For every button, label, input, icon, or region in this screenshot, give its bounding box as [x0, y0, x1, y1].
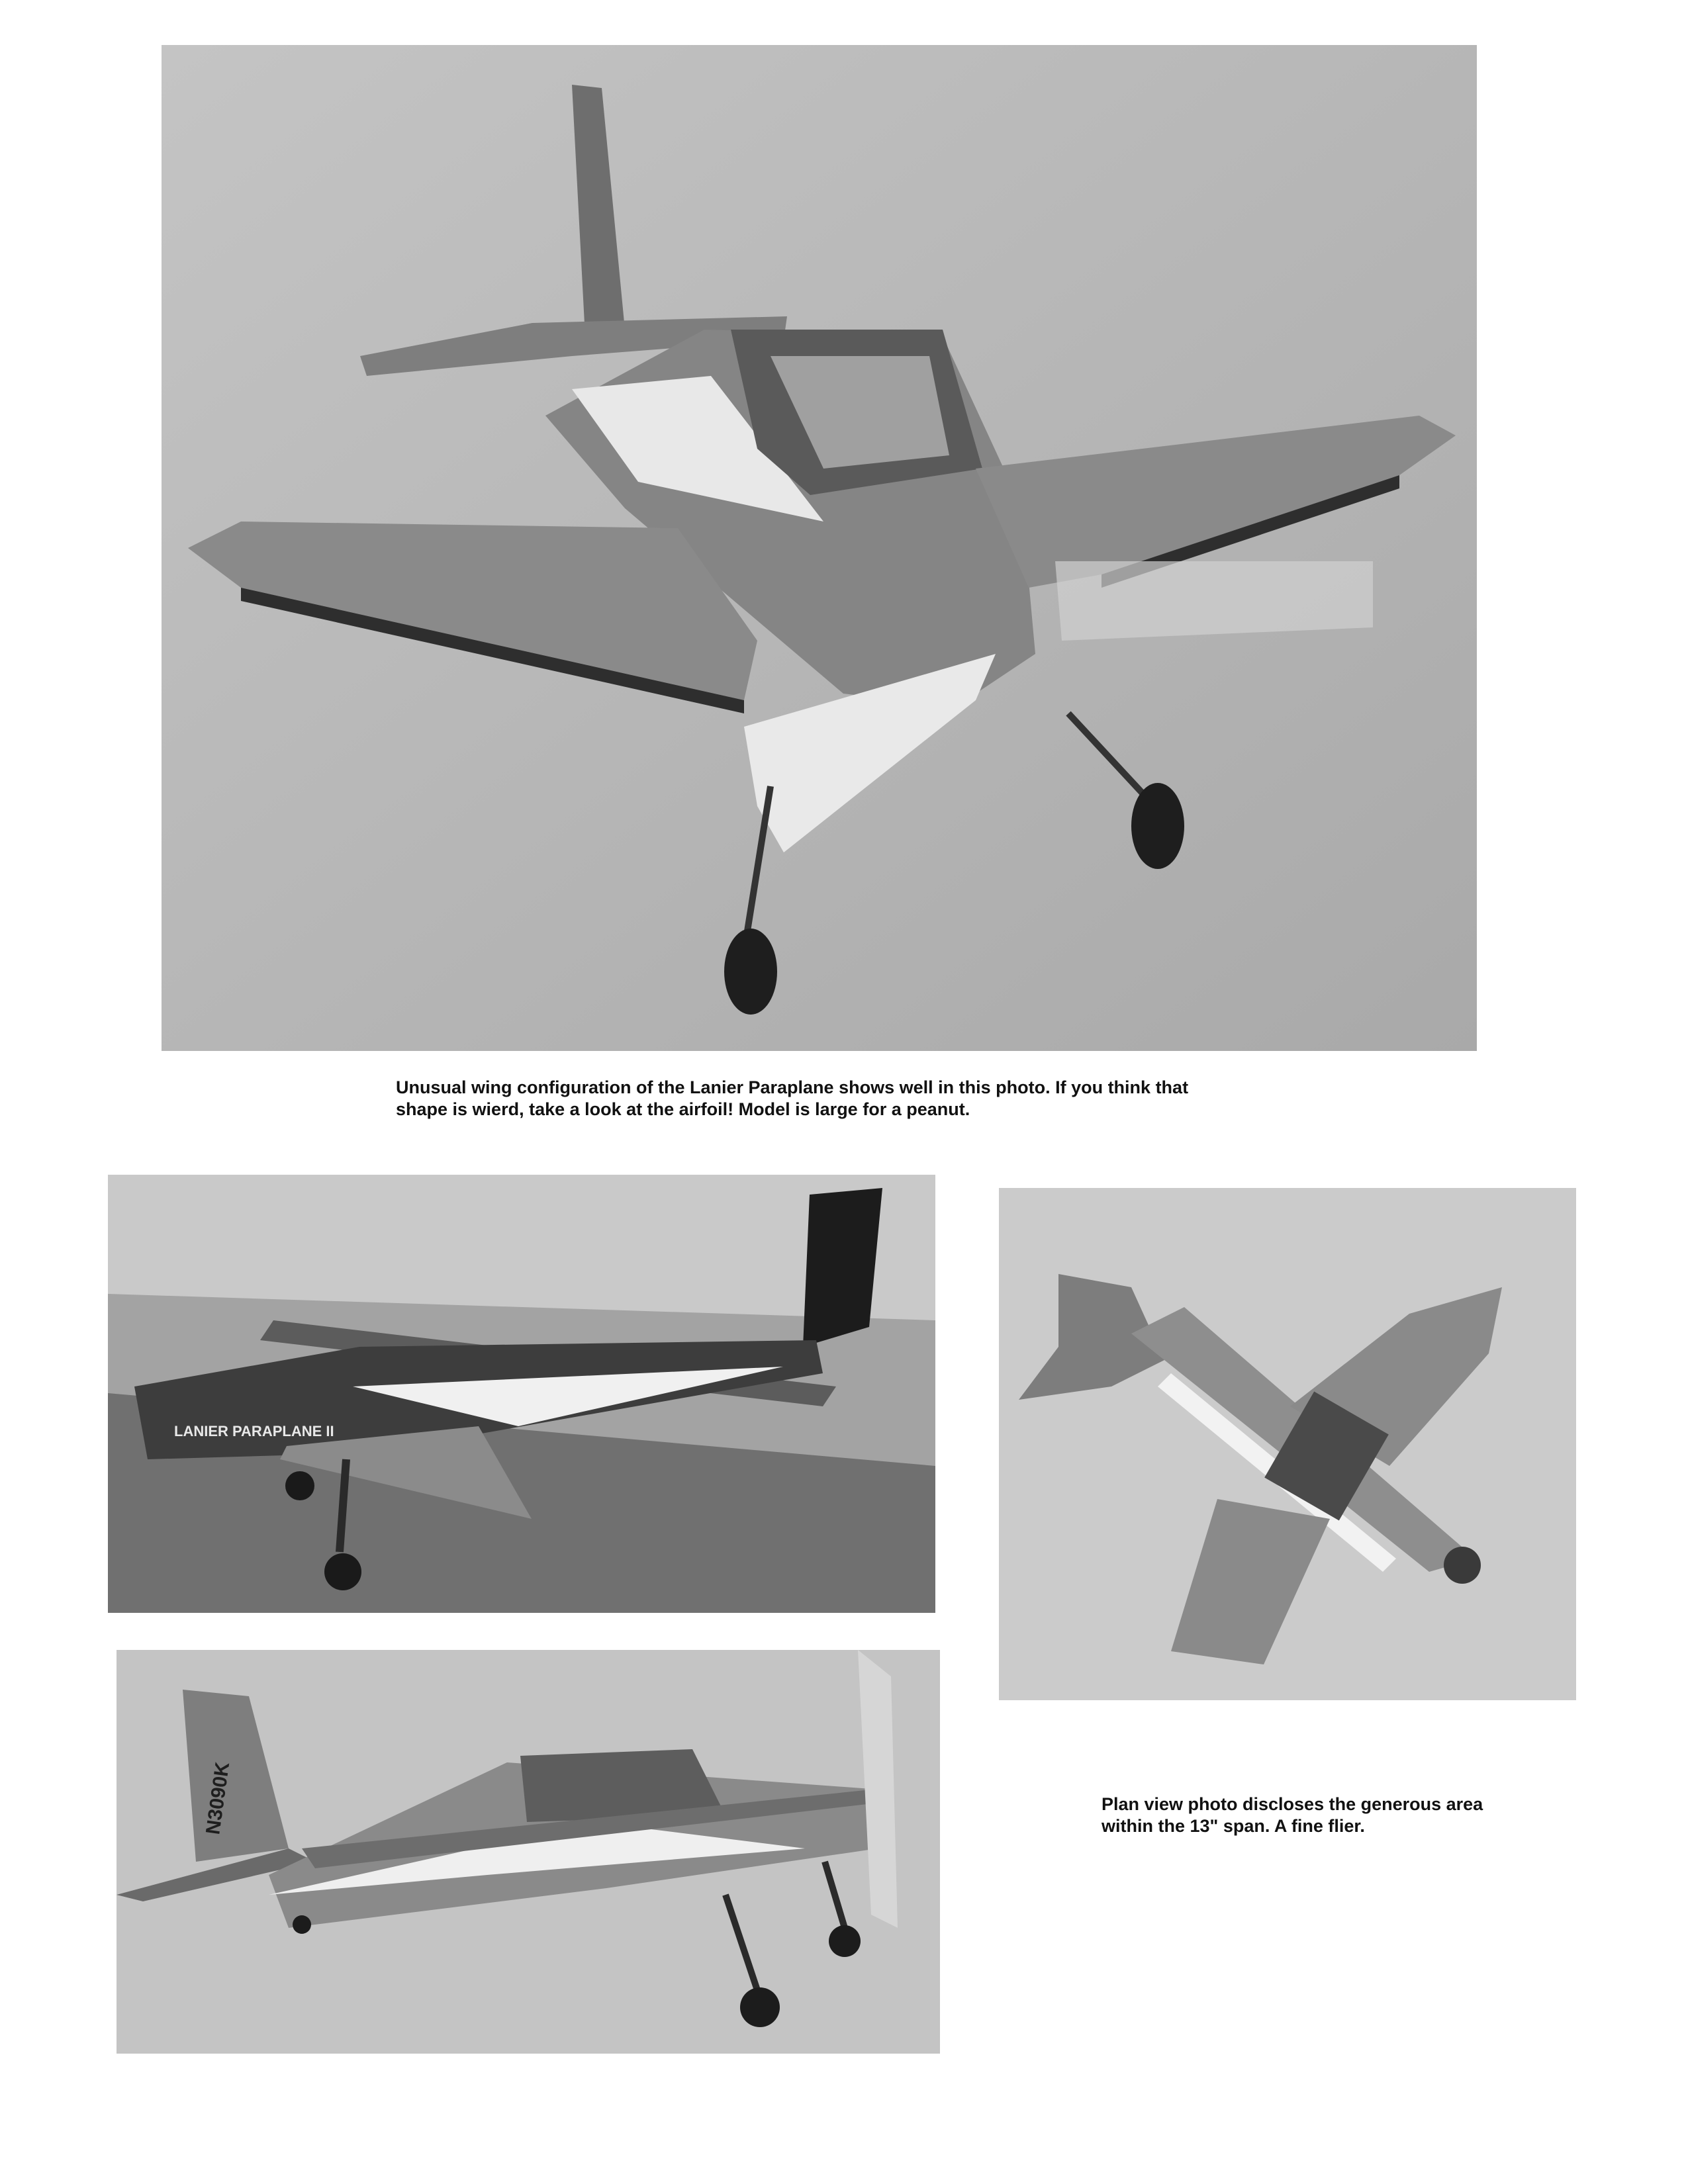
top-caption-line-1: Unusual wing configuration of the Lanier Paraplane shows well in this photo. If you think that	[396, 1077, 1189, 1097]
paraplane-model-front-view	[162, 45, 1477, 1051]
flight-photo	[108, 1175, 935, 1613]
plan-caption-line-2: within the 13" span. A fine flier.	[1102, 1816, 1365, 1836]
paraplane-model-plan-view	[999, 1188, 1576, 1700]
side-wheel-rear	[829, 1925, 861, 1957]
paraplane-full-size-in-flight	[108, 1175, 935, 1613]
side-view-photo	[117, 1650, 940, 2054]
side-tail-wheel	[293, 1915, 311, 1934]
flight-wheel	[324, 1553, 361, 1590]
tail-lettering: N3090K	[202, 1760, 234, 1836]
fuselage-lettering: LANIER PARAPLANE II	[174, 1423, 334, 1439]
top-caption-line-2: shape is wierd, take a look at the airfoil! Model is large for a peanut.	[396, 1099, 970, 1119]
plan-view-caption	[1102, 1794, 1483, 1837]
top-caption	[396, 1077, 1188, 1120]
plan-caption-line-1: Plan view photo discloses the generous area	[1102, 1794, 1483, 1814]
side-wheel-front	[740, 1987, 780, 2027]
left-wheel	[724, 929, 777, 1015]
right-wheel	[1131, 783, 1184, 869]
paraplane-model-side-view	[117, 1650, 940, 2054]
plan-view-photo	[999, 1188, 1576, 1700]
top-photo	[162, 45, 1477, 1051]
